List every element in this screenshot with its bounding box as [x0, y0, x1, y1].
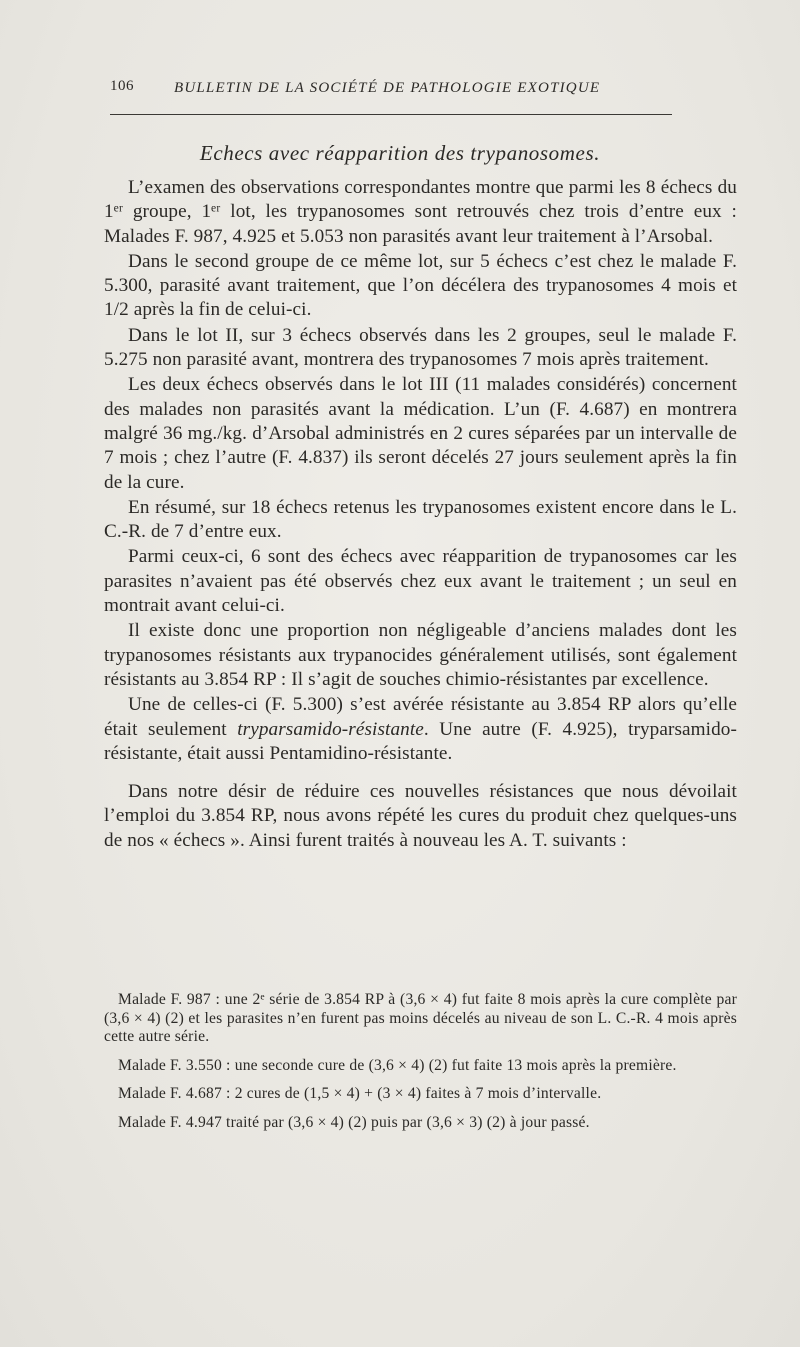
paragraph-text: . Une autre (F. 4.925), tryparsamido-résistante, était aussi Pentamidino-résistante.	[104, 718, 737, 764]
header-rule	[110, 114, 672, 115]
case-note: Malade F. 3.550 : une seconde cure de (3,6 × 4) (2) fut faite 13 mois après la première.	[118, 1056, 677, 1074]
case-note: Malade F. 4.687 : 2 cures de (1,5 × 4) + (3 × 4) faites à 7 mois d’intervalle.	[118, 1085, 602, 1102]
running-header	[110, 76, 670, 104]
page-number: 106	[110, 78, 134, 94]
paragraph: Dans le second groupe de ce même lot, sur 5 échecs c’est chez le malade F. 5.300, parasité avant traitement, que l’on décélera des trypanosomes 4 mois et 1/2 après la fin de celui-ci.	[104, 250, 737, 321]
paragraph-resistance	[104, 693, 737, 766]
paragraph: Dans notre désir de réduire ces nouvelles résistances que nous dévoilait l’emploi du 3.854 RP, nous avons répété les cures du produit chez quelques-uns de nos « échecs ». Ainsi furent traités à nouveau les A. T. suivants :	[104, 781, 737, 851]
paragraph: Parmi ceux-ci, 6 sont des échecs avec réapparition de trypanosomes car les parasites n’avaient pas été observés chez eux avant le traitement ; un seul en montrait avant celui-ci.	[104, 546, 737, 617]
paragraph: En résumé, sur 18 échecs retenus les trypanosomes existent encore dans le L. C.-R. de 7 d’entre eux.	[104, 496, 737, 543]
journal-title: BULLETIN DE LA SOCIÉTÉ DE PATHOLOGIE EXOTIQUE	[174, 80, 601, 96]
italic-term: tryparsamido-résistante	[237, 718, 424, 740]
paragraph-text: Une de celles-ci (F. 5.300) s’est avérée résistante au 3.854 RP alors qu’elle était seulement	[104, 694, 737, 740]
section-title: Echecs avec réapparition des trypanosomes.	[199, 141, 601, 165]
case-note: Malade F. 987 : une 2ᵉ série de 3.854 RP à (3,6 × 4) fut faite 8 mois après la cure complète par (3,6 × 4) (2) et les parasites n’en furent pas moins décelés au niveau de son L. C.-R. 4 mois après cette autre série.	[104, 991, 737, 1045]
paragraph: Il existe donc une proportion non négligeable d’anciens malades dont les trypanosomes résistants aux trypanocides généralement utilisés, sont également résistants au 3.854 RP : Il s’agit de souches chimio-résistantes par excellence.	[104, 620, 737, 690]
case-notes	[104, 991, 737, 1142]
paragraph: L’examen des observations correspondantes montre que parmi les 8 échecs du 1ᵉʳ groupe, 1ᵉʳ lot, les trypanosomes sont retrouvés chez trois d’entre eux : Malades F. 987, 4.925 et 5.053 non parasités avant leur traitement à l’Arsobal.	[104, 177, 737, 247]
paragraph: Dans le lot II, sur 3 échecs observés dans les 2 groupes, seul le malade F. 5.275 non parasité avant, montrera des trypanosomes 7 mois après traitement.	[104, 324, 737, 371]
body-text	[104, 176, 737, 853]
case-note: Malade F. 4.947 traité par (3,6 × 4) (2) puis par (3,6 × 3) (2) à jour passé.	[118, 1113, 590, 1131]
paragraph: Les deux échecs observés dans le lot III (11 malades considérés) concernent des malades non parasités avant la médication. L’un (F. 4.687) en montrera malgré 36 mg./kg. d’Arsobal administrés en 2 cures séparées par un intervalle de 7 mois ; chez l’autre (F. 4.837) ils seront décelés 27 jours seulement après la fin de la cure.	[104, 374, 737, 493]
